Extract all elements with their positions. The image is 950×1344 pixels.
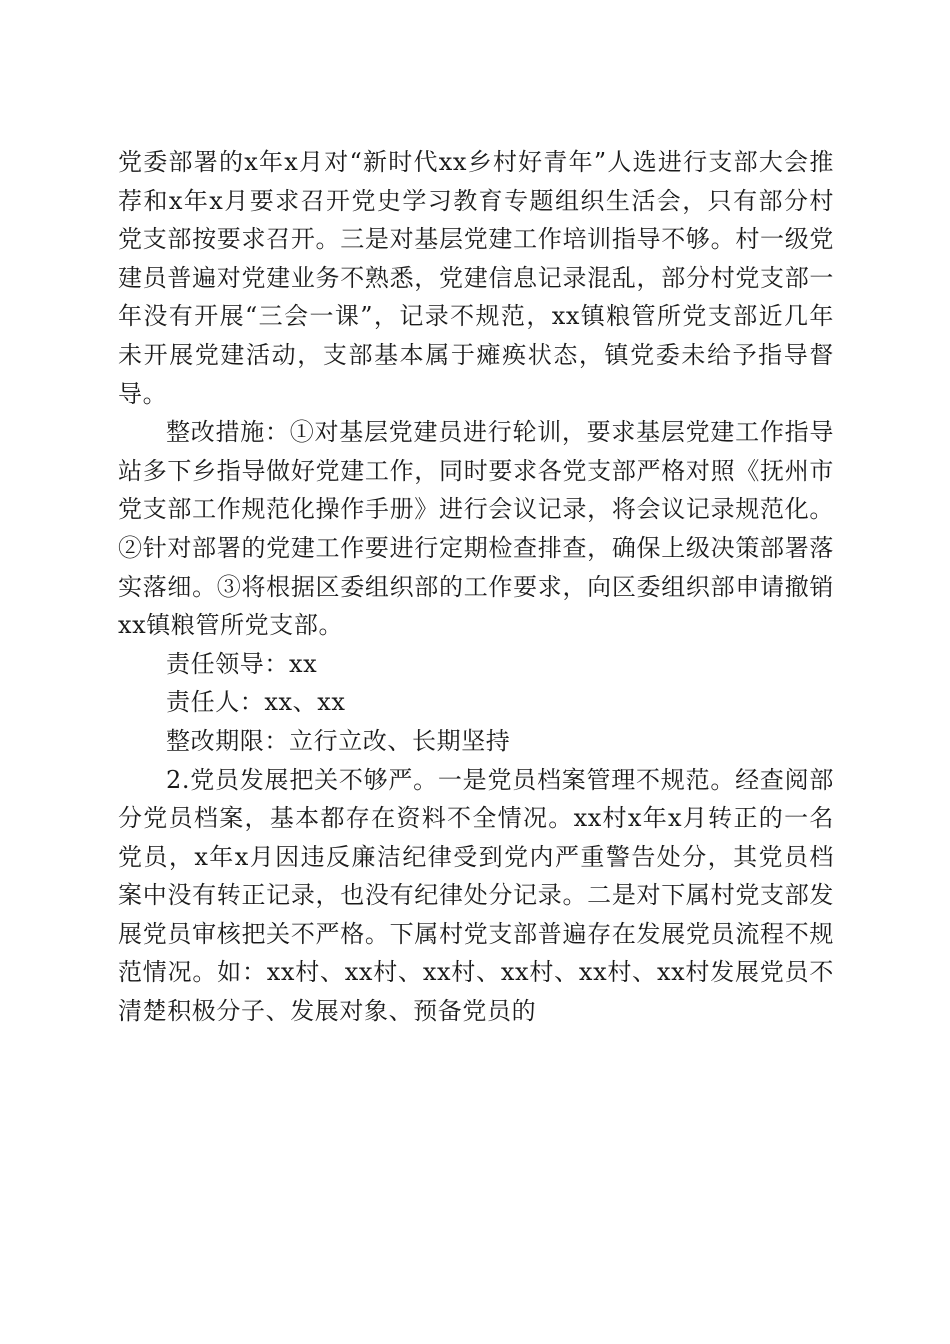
paragraph-responsible-person: 责任人：xx、xx	[166, 688, 346, 717]
paragraph-section-2: 2.党员发展把关不够严。一是党员档案管理不规范。经查阅部分党员档案，基本都存在资料不全情况。xx村x年x月转正的一名党员，x年x月因违反廉洁纪律受到党内严重警告处分，其党员档案中没有转正记录，也没有纪律处分记录。二是对下属村党支部发展党员审核把关不严格。下属村党支部普遍存在发展党员流程不规范情况。如：xx村、xx村、xx村、xx村、xx村、xx村发展党员不清楚积极分子、发展对象、预备党员的	[118, 765, 834, 1026]
document-body	[118, 143, 834, 1031]
paragraph-rectification-deadline: 整改期限：立行立改、长期坚持	[166, 726, 511, 755]
paragraph-continuation: 党委部署的x年x月对“新时代xx乡村好青年”人选进行支部大会推荐和x年x月要求召开党史学习教育专题组织生活会，只有部分村党支部按要求召开。三是对基层党建工作培训指导不够。村一级党建员普遍对党建业务不熟悉，党建信息记录混乱，部分村党支部一年没有开展“三会一课”，记录不规范，xx镇粮管所党支部近几年未开展党建活动，支部基本属于瘫痪状态，镇党委未给予指导督导。	[118, 148, 834, 408]
paragraph-rectification-measures: 整改措施：①对基层党建员进行轮训，要求基层党建工作指导站多下乡指导做好党建工作，同时要求各党支部严格对照《抚州市党支部工作规范化操作手册》进行会议记录，将会议记录规范化。②针对部署的党建工作要进行定期检查排查，确保上级决策部署落实落细。③将根据区委组织部的工作要求，向区委组织部申请撤销xx镇粮管所党支部。	[118, 418, 834, 640]
paragraph-responsible-leader: 责任领导：xx	[166, 649, 318, 678]
